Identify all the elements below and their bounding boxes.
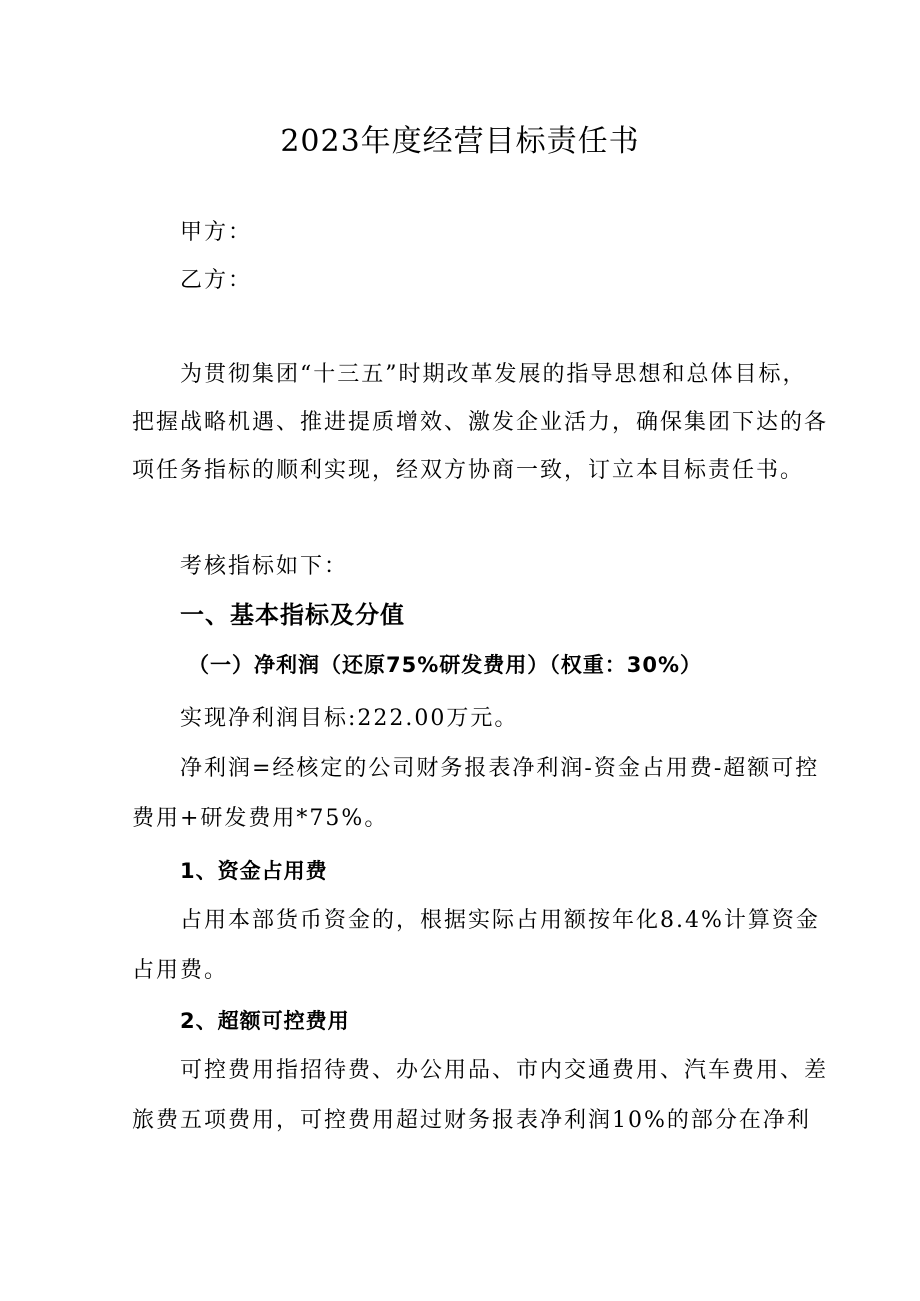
item-2-heading: 2、超额可控费用 bbox=[180, 1009, 350, 1033]
party-a-label: 甲方： bbox=[180, 220, 253, 245]
assessment-intro: 考核指标如下： bbox=[180, 554, 349, 579]
item-1-line-1: 占用本部货币资金的，根据实际占用额按年化8.4%计算资金 bbox=[180, 908, 820, 933]
document-title: 2023年度经营目标责任书 bbox=[280, 124, 640, 159]
intro-line-1: 为贯彻集团“十三五”时期改革发展的指导思想和总体目标， bbox=[180, 362, 807, 387]
intro-line-2: 把握战略机遇、推进提质增效、激发企业活力，确保集团下达的各 bbox=[132, 410, 829, 435]
intro-line-3: 项任务指标的顺利实现，经双方协商一致，订立本目标责任书。 bbox=[132, 458, 805, 483]
section-heading: 一、基本指标及分值 bbox=[180, 601, 405, 629]
subsection-heading: （一）净利润（还原75%研发费用）（权重：30%） bbox=[188, 653, 703, 677]
formula-line-2: 费用+研发费用*75%。 bbox=[132, 806, 389, 831]
item-1-line-2: 占用费。 bbox=[132, 958, 229, 983]
item-2-line-1: 可控费用指招待费、办公用品、市内交通费用、汽车费用、差 bbox=[180, 1058, 829, 1083]
item-2-line-2: 旅费五项费用，可控费用超过财务报表净利润10%的部分在净利 bbox=[132, 1108, 811, 1133]
item-1-heading: 1、资金占用费 bbox=[180, 859, 328, 883]
party-b-label: 乙方： bbox=[180, 268, 253, 293]
net-profit-target: 实现净利润目标:222.00万元。 bbox=[180, 706, 519, 731]
formula-line-1: 净利润=经核定的公司财务报表净利润-资金占用费-超额可控 bbox=[180, 756, 820, 781]
